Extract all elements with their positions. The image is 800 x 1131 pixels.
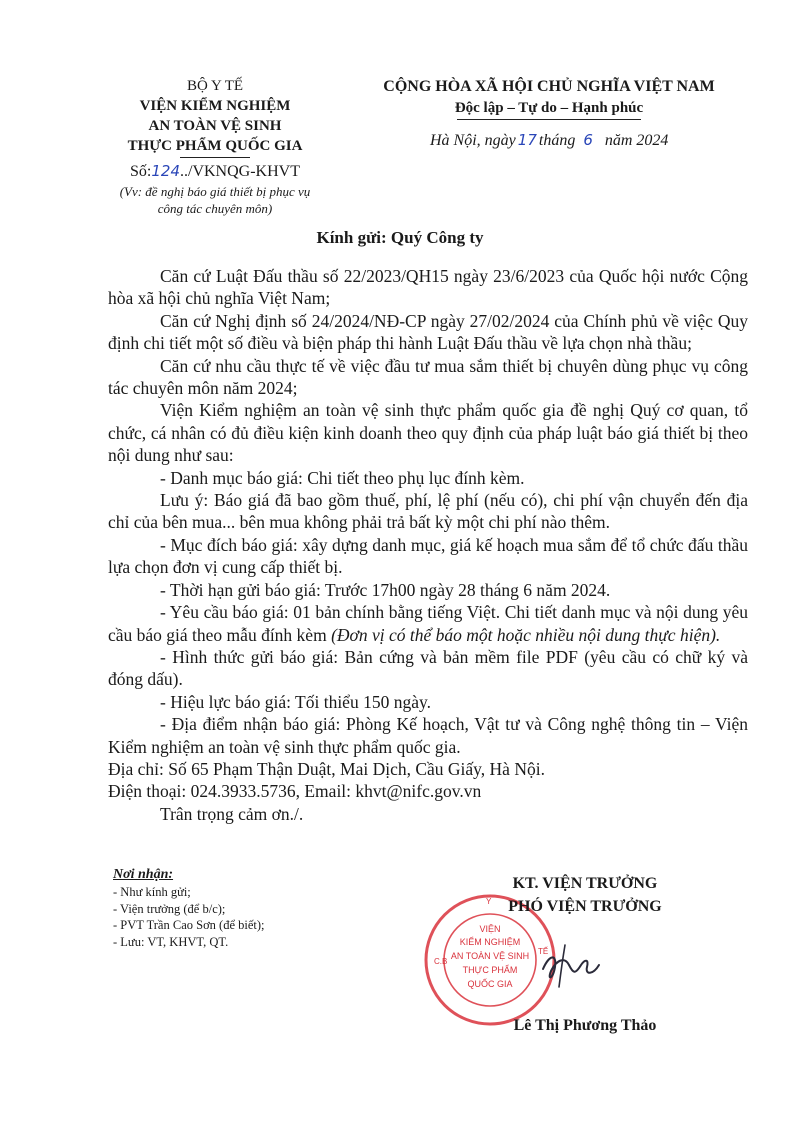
motto-underline — [457, 119, 641, 120]
date-year: năm 2024 — [604, 132, 669, 149]
doc-number-handwritten: 124 — [151, 162, 180, 180]
address-line: Địa chỉ: Số 65 Phạm Thận Duật, Mai Dịch, Cầu Giấy, Hà Nội. — [108, 758, 545, 779]
letter-body — [108, 265, 748, 825]
closing-thanks: Trân trọng cảm ơn./. — [160, 803, 304, 824]
requirements-text: - Yêu cầu báo giá: 01 bản chính bằng tiếng Việt. Chi tiết danh mục và nội dung yêu cầu báo giá theo mẫu đính kèm — [108, 602, 748, 645]
recipient-item: - Như kính gửi; — [113, 885, 191, 899]
date-month-handwritten: 6 — [583, 131, 593, 149]
national-header-block — [356, 76, 742, 120]
item-note: Lưu ý: Báo giá đã bao gồm thuế, phí, lệ phí (nếu có), chi phí vận chuyển đến địa chỉ của bên mua... bên mua không phải trả bất kỳ một chi phí nào thêm. — [108, 490, 748, 533]
signature-title-2: PHÓ VIỆN TRƯỞNG — [508, 898, 662, 915]
document-date — [430, 131, 668, 150]
item-submission-form: - Hình thức gửi báo giá: Bản cứng và bản mềm file PDF (yêu cầu có chữ ký và đóng dấu). — [108, 646, 748, 690]
item-receiving-location: - Địa điểm nhận báo giá: Phòng Kế hoạch, Vật tư và Công nghệ thông tin – Viện Kiểm nghiệm an toàn vệ sinh thực phẩm quốc gia. — [108, 714, 748, 757]
paragraph-legal-basis-2: Căn cứ Nghị định số 24/2024/NĐ-CP ngày 27/02/2024 của Chính phủ về việc Quy định chi tiết một số điều và biện pháp thi hành Luật Đấu thầu về lựa chọn nhà thầu; — [108, 310, 748, 354]
subject-line2: công tác chuyên môn) — [157, 201, 273, 216]
stamp-edge-mark: C.B — [434, 957, 448, 966]
signature-title-1: KT. VIỆN TRƯỞNG — [512, 875, 658, 892]
institute-name-line3: THỰC PHẨM QUỐC GIA — [127, 138, 303, 154]
item-purpose: - Mục đích báo giá: xây dựng danh mục, giá kế hoạch mua sắm để tổ chức đấu thầu lựa chọn đơn vị cung cấp thiết bị. — [108, 534, 748, 578]
document-number — [100, 160, 330, 183]
institute-name-line2: AN TOÀN VỆ SINH — [148, 118, 282, 134]
ministry-name: BỘ Y TẾ — [186, 78, 244, 94]
agency-underline — [180, 157, 250, 158]
recipients-list — [113, 866, 265, 950]
stamp-edge-mark: TẾ — [538, 947, 549, 956]
stamp-line1: VIỆN — [479, 924, 501, 934]
contact-line: Điện thoại: 024.3933.5736, Email: khvt@nifc.gov.vn — [108, 781, 482, 802]
recipient-item: - Lưu: VT, KHVT, QT. — [113, 934, 229, 949]
stamp-line3: AN TOÀN VỆ SINH — [450, 951, 530, 961]
stamp-line5: QUỐC GIA — [467, 979, 513, 989]
paragraph-legal-basis-3: Căn cứ nhu cầu thực tế về việc đầu tư mua sắm thiết bị chuyên dùng phục vụ công tác chuyên môn năm 2024; — [108, 355, 748, 399]
recipient-item: - Viện trưởng (để b/c); — [113, 901, 226, 916]
paragraph-legal-basis-1: Căn cứ Luật Đấu thầu số 22/2023/QH15 ngày 23/6/2023 của Quốc hội nước Cộng hòa xã hội chủ nghĩa Việt Nam; — [108, 266, 748, 309]
date-prefix: Hà Nội, ngày — [430, 132, 516, 149]
stamp-line4: THỰC PHẨM — [462, 965, 518, 975]
paragraph-request: Viện Kiểm nghiệm an toàn vệ sinh thực phẩm quốc gia đề nghị Quý cơ quan, tổ chức, cá nhân có đủ điều kiện kinh doanh theo quy định của pháp luật báo giá thiết bị theo nội dung như sau: — [108, 400, 748, 466]
item-quote-list: - Danh mục báo giá: Chi tiết theo phụ lục đính kèm. — [160, 467, 525, 488]
requirements-italic-note: (Đơn vị có thể báo một hoặc nhiều nội dung thực hiện). — [331, 624, 721, 645]
institute-name-line1: VIỆN KIỂM NGHIỆM — [139, 98, 291, 114]
subject-line1: (Vv: đề nghị báo giá thiết bị phục vụ — [119, 184, 311, 199]
stamp-edge-mark: Y — [486, 897, 492, 906]
recipient-line: Kính gửi: Quý Công ty — [316, 228, 484, 247]
nation-title: CỘNG HÒA XÃ HỘI CHỦ NGHĨA VIỆT NAM — [383, 78, 715, 95]
recipient-item: - PVT Trần Cao Sơn (để biết); — [113, 918, 265, 932]
stamp-line2: KIỂM NGHIỆM — [459, 937, 521, 947]
signer-name: Lê Thị Phương Thảo — [513, 1017, 657, 1034]
item-deadline: - Thời hạn gửi báo giá: Trước 17h00 ngày 28 tháng 6 năm 2024. — [160, 579, 611, 600]
signature-block — [470, 872, 700, 918]
item-requirements — [108, 601, 748, 646]
doc-number-suffix: ../VKNQG-KHVT — [180, 163, 300, 180]
item-validity: - Hiệu lực báo giá: Tối thiểu 150 ngày. — [160, 691, 431, 712]
handwritten-signature — [535, 935, 605, 995]
doc-number-prefix: Số: — [130, 163, 152, 180]
recipients-title: Nơi nhận: — [113, 867, 174, 882]
date-month-label: tháng — [538, 132, 576, 149]
date-day-handwritten: 17 — [517, 131, 537, 149]
national-motto: Độc lập – Tự do – Hạnh phúc — [454, 100, 644, 116]
issuing-agency-block — [100, 76, 330, 217]
